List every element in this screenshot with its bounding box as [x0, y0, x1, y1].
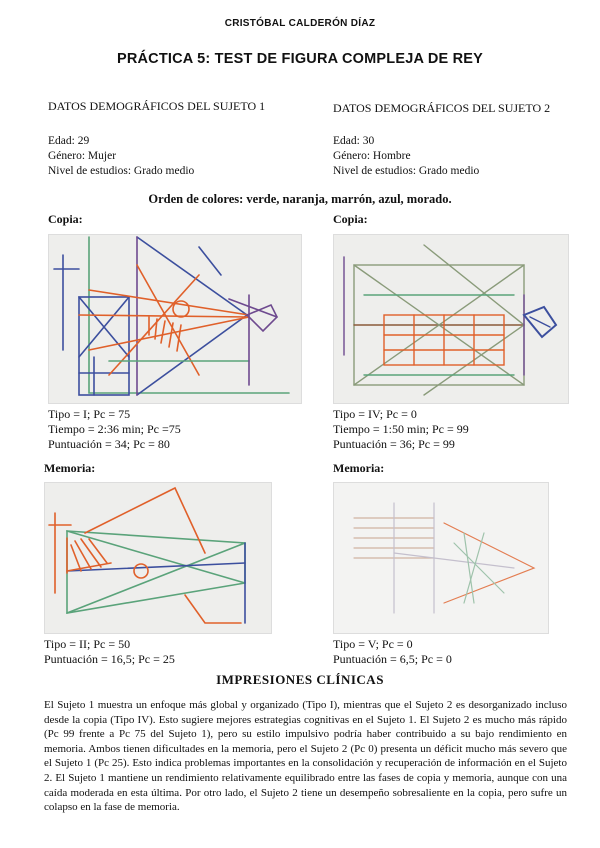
memoria1-score: Puntuación = 16,5; Pc = 25	[44, 652, 175, 666]
copia1-type: Tipo = I; Pc = 75	[48, 407, 131, 421]
memoria1-stats	[44, 637, 175, 667]
subject2-gender: Género: Hombre	[333, 150, 411, 162]
memoria1-drawing-photo	[44, 482, 272, 634]
copia2-drawing-photo	[333, 234, 569, 404]
subject2-heading: DATOS DEMOGRÁFICOS DEL SUJETO 2	[333, 101, 551, 115]
clinical-impressions-text: El Sujeto 1 muestra un enfoque más global y organizado (Tipo I), mientras que el Sujeto 2 es desorganizado incluso desde la copia (Tipo IV). Esto sugiere mejores estrategias cognitivas en el Sujeto 1. El Sujeto 2 es mucho más rápido (Pc 99 frente a Pc 75 del Sujeto 1), pero su estilo impulsivo podría haber contribuido a su bajo rendimiento en memoria. Ambos tienen dificultades en la memoria, pero el Sujeto 2 (Pc 0) presenta un déficit mucho más severo que el Sujeto 1 (Pc 25). Esto indica problemas importantes en la consolidación y recuperación de información en el Sujeto 2. El Sujeto 1 mantiene un rendimiento relativamente equilibrado entre las fases de copia y memoria, aunque con una caída moderada en esta última. Por otro lado, el Sujeto 2 tiene un desempeño sobresaliente en la copia, pero sufre un colapso en la fase de memoria.	[44, 699, 567, 814]
copia2-time: Tiempo = 1:50 min; Pc = 99	[333, 422, 469, 436]
subject1-age: Edad: 29	[48, 135, 90, 147]
author-name: CRISTÓBAL CALDERÓN DÍAZ	[224, 18, 376, 29]
memoria2-stats	[333, 637, 452, 667]
copia2-stats	[333, 407, 469, 452]
page-title: PRÁCTICA 5: TEST DE FIGURA COMPLEJA DE REY	[116, 51, 484, 67]
memoria1-type: Tipo = II; Pc = 50	[44, 637, 131, 651]
copia1-label: Copia:	[48, 212, 83, 226]
subject1-heading: DATOS DEMOGRÁFICOS DEL SUJETO 1	[48, 99, 266, 113]
memoria2-drawing	[334, 483, 548, 633]
copia2-label: Copia:	[333, 212, 368, 226]
subject2-education: Nivel de estudios: Grado medio	[333, 165, 480, 177]
clinical-impressions-title: IMPRESIONES CLÍNICAS	[216, 672, 384, 687]
memoria2-type: Tipo = V; Pc = 0	[333, 637, 413, 651]
copia2-score: Puntuación = 36; Pc = 99	[333, 437, 455, 451]
memoria2-label: Memoria:	[333, 461, 385, 475]
subject1-education: Nivel de estudios: Grado medio	[48, 165, 195, 177]
subject2-age: Edad: 30	[333, 135, 375, 147]
copia1-drawing-photo	[48, 234, 302, 404]
copia1-stats	[48, 407, 181, 452]
copia2-type: Tipo = IV; Pc = 0	[333, 407, 417, 421]
color-order-note: Orden de colores: verde, naranja, marrón, azul, morado.	[148, 192, 452, 206]
copia1-score: Puntuación = 34; Pc = 80	[48, 437, 170, 451]
copia2-drawing	[334, 235, 568, 403]
subject1-gender: Género: Mujer	[48, 150, 117, 162]
memoria2-score: Puntuación = 6,5; Pc = 0	[333, 652, 452, 666]
copia1-time: Tiempo = 2:36 min; Pc =75	[48, 422, 181, 436]
copia1-drawing	[49, 235, 301, 403]
memoria1-drawing	[45, 483, 271, 633]
memoria2-drawing-photo	[333, 482, 549, 634]
memoria1-label: Memoria:	[44, 461, 96, 475]
